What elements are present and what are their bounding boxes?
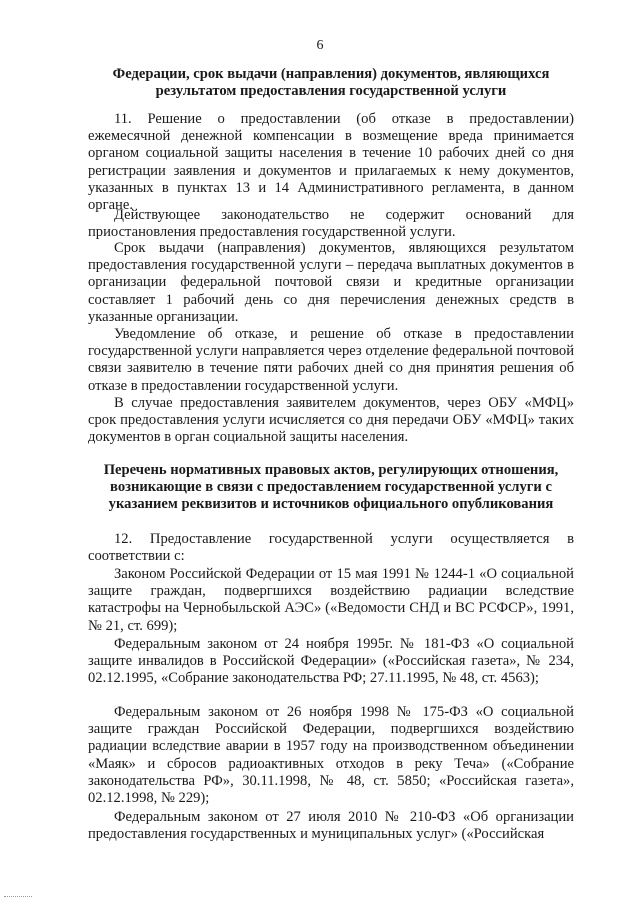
law-item-1991: Законом Российской Федерации от 15 мая 1991 № 1244-1 «О социальной защите граждан, подвергшихся воздействию радиации вследствие катастрофы на Чернобыльской АЭС» («Ведомости СНД и ВС РСФСР», 1991, № 21, ст. 699); xyxy=(88,566,574,634)
paragraph-12: 12. Предоставление государственной услуги осуществляется в соответствии с: xyxy=(88,531,574,565)
paragraph-delivery-term: Срок выдачи (направления) документов, являющихся результатом предоставления государственной услуги – передача выплатных документов в организации федеральной почтовой связи и кредитные организации составляет 1 рабочий день со дня перечисления денежных средств в указанные организации. xyxy=(88,240,574,325)
law-item-1998: Федеральным законом от 26 ноября 1998 № 175-ФЗ «О социальной защите граждан Российской Федерации, подвергшихся воздействию радиации вследствие аварии в 1957 году на производственном объединении «Маяк» и сбросов радиоактивных отходов в реку Теча» («Собрание законодательства РФ», 30.11.1998, № 48, ст. 5850; «Российская газета», 02.12.1998, № 229); xyxy=(88,704,574,807)
paragraph-mfc-submission: В случае предоставления заявителем документов, через ОБУ «МФЦ» срок предоставления услуги исчисляется со дня передачи ОБУ «МФЦ» таких документов в орган социальной защиты населения. xyxy=(88,395,574,446)
paragraph-refusal-notice: Уведомление об отказе, и решение об отказе в предоставлении государственной услуги направляется через отделение федеральной почтовой связи заявителю в течение пяти рабочих дней со дня принятия решения об отказе в предоставлении государственной услуги. xyxy=(88,326,574,394)
paragraph-no-grounds-suspension: Действующее законодательство не содержит оснований для приостановления предоставления государственной услуги. xyxy=(88,207,574,241)
scan-artifact xyxy=(4,896,32,899)
section-heading-text: Перечень нормативных правовых актов, регулирующих отношения, возникающие в связи с предоставлением государственной услуги с указанием реквизитов и источников официального опубликования xyxy=(103,462,559,513)
page-number: 6 xyxy=(316,38,324,53)
section-heading-result-term xyxy=(88,66,574,100)
law-item-1995: Федеральным законом от 24 ноября 1995г. № 181-ФЗ «О социальной защите инвалидов в Российской Федерации» («Российская газета», № 234, 02.12.1995, «Собрание законодательства РФ; 27.11.1995, № 48, ст. 4563); xyxy=(88,636,574,687)
paragraph-11: 11. Решение о предоставлении (об отказе в предоставлении) ежемесячной денежной компенсации в возмещение вреда принимается органом социальной защиты населения в течение 10 рабочих дней со дня регистрации заявления и документов и прилагаемых к нему документов, указанных в пунктах 13 и 14 Административного регламента, в данном органе. xyxy=(88,111,574,214)
section-heading-legal-acts xyxy=(88,462,574,514)
section-heading-text: Федерации, срок выдачи (направления) документов, являющихся результатом предоставления государственной услуги xyxy=(112,66,550,100)
law-item-2010: Федеральным законом от 27 июля 2010 № 210-ФЗ «Об организации предоставления государственных и муниципальных услуг» («Российская xyxy=(88,809,574,843)
